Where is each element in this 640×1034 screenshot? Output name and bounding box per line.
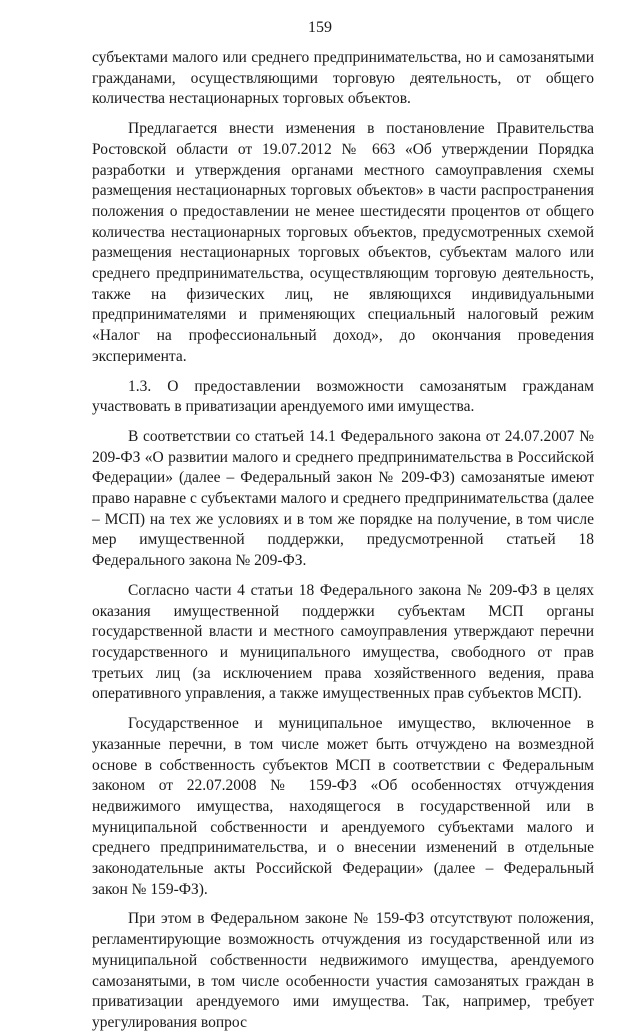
document-body <box>92 48 594 1034</box>
paragraph-7: При этом в Федеральном законе № 159-ФЗ отсутствуют положения, регламентирующие возможность отчуждения из государственной или из муниципальной собственности недвижимого имущества, арендуемого самозанятыми, в том числе особенности участия самозанятых граждан в приватизации арендуемого ими имущества. Так, например, требует урегулирования вопрос <box>92 910 594 1031</box>
paragraph-3: 1.3. О предоставлении возможности самозанятым гражданам участвовать в приватизации арендуемого ими имущества. <box>92 377 594 416</box>
paragraph-5: Согласно части 4 статьи 18 Федерального закона № 209-ФЗ в целях оказания имущественной поддержки субъектам МСП органы государственной власти и местного самоуправления утверждают перечни государственного и муниципального имущества, свободного от прав третьих лиц (за исключением права хозяйственного ведения, права оперативного управления, а также имущественных прав субъектов МСП). <box>92 581 594 703</box>
page-number: 159 <box>308 19 332 36</box>
paragraph-6: Государственное и муниципальное имущество, включенное в указанные перечни, в том числе может быть отчуждено на возмездной основе в собственность субъектов МСП в соответствии с Федеральным законом от 22.07.2008 № 159-ФЗ «Об особенностях отчуждения недвижимого имущества, находящегося в государственной или в муниципальной собственности и арендуемого субъектами малого и среднего предпринимательства, и о внесении изменений в отдельные законодательные акты Российской Федерации» (далее – Федеральный закон № 159-ФЗ). <box>92 715 594 898</box>
paragraph-2: Предлагается внести изменения в постановление Правительства Ростовской области от 19.07.2012 № 663 «Об утверждении Порядка разработки и утверждения органами местного самоуправления схемы размещения нестационарных торговых объектов» в части распространения положения о предоставлении не менее шестидесяти процентов от общего количества нестационарных торговых объектов, предусмотренных схемой размещения нестационарных торговых объектов, субъектам малого или среднего предпринимательства, осуществляющим торговую деятельность, также на физических лиц, не являющихся индивидуальными предпринимателями и применяющих специальный налоговый режим «Налог на профессиональный доход», до окончания проведения эксперимента. <box>92 120 594 365</box>
paragraph-4: В соответствии со статьей 14.1 Федерального закона от 24.07.2007 № 209-ФЗ «О развитии малого и среднего предпринимательства в Российской Федерации» (далее – Федеральный закон № 209-ФЗ) самозанятые имеют право наравне с субъектами малого и среднего предпринимательства (далее – МСП) на тех же условиях и в том же порядке на получение, в том числе мер имущественной поддержки, предусмотренной статьей 18 Федерального закона № 209-ФЗ. <box>92 427 594 570</box>
paragraph-1: субъектами малого или среднего предпринимательства, но и самозанятыми гражданами, осуществляющими торговую деятельность, от общего количества нестационарных торговых объектов. <box>92 49 594 108</box>
